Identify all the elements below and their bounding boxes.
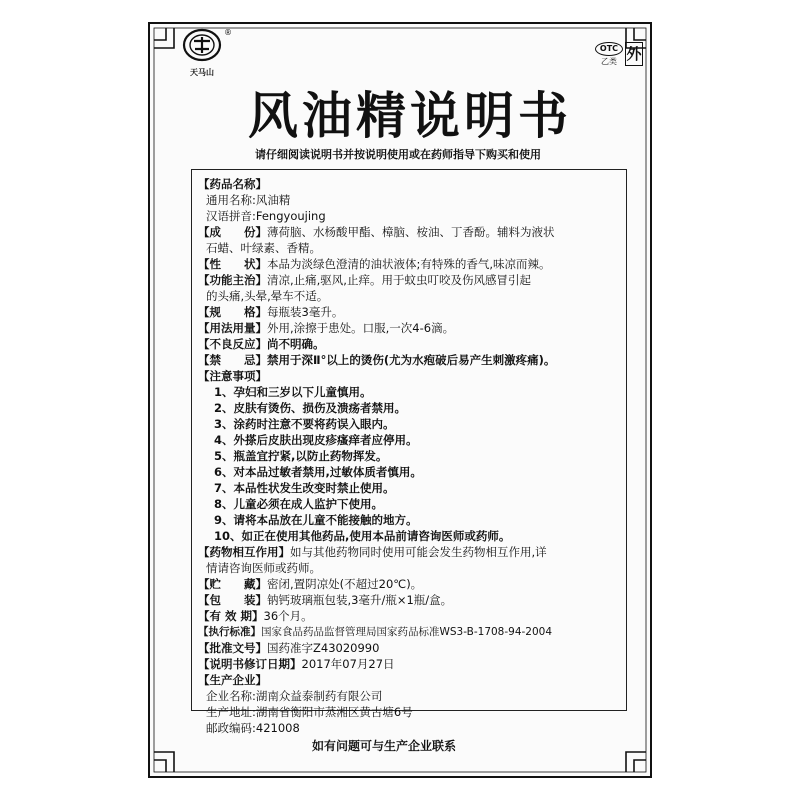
contraindications-text: 禁用于深Ⅱ°以上的烫伤(尤为水疱破后易产生刺激疼痛)。 <box>267 353 556 367</box>
postal-code-row <box>206 720 300 736</box>
external-use-tag: 外 <box>625 42 643 66</box>
indications-row <box>198 272 531 288</box>
manufacturer-address-row <box>206 704 413 720</box>
manufacturer-address-value: 湖南省衡阳市蒸湘区黄古塘6号 <box>255 705 413 719</box>
packaging-text: 钠钙玻璃瓶包装,3毫升/瓶×1瓶/盒。 <box>267 593 453 607</box>
pinyin-row <box>206 208 326 224</box>
manufacturer-name-row <box>206 688 382 704</box>
storage-text: 密闭,置阴凉处(不超过20℃)。 <box>267 577 423 591</box>
precaution-item: 10、如正在使用其他药品,使用本品前请咨询医师或药师。 <box>214 529 511 543</box>
adverse-row <box>198 336 325 352</box>
interactions-label: 【药物相互作用】 <box>198 545 290 559</box>
interactions-text-2: 情请咨询医师或药师。 <box>206 561 321 575</box>
storage-row <box>198 576 422 592</box>
drug-name-header: 【药品名称】 <box>198 177 267 191</box>
common-name-label: 通用名称: <box>206 193 256 207</box>
packaging-row <box>198 592 452 608</box>
packaging-label: 【包 装】 <box>198 593 267 607</box>
brand-logo <box>180 28 224 78</box>
spec-text: 每瓶装3毫升。 <box>267 305 344 319</box>
standard-row <box>198 624 552 640</box>
properties-text: 本品为淡绿色澄清的油状液体;有特殊的香气,味凉而辣。 <box>267 257 551 271</box>
ingredients-label: 【成 份】 <box>198 225 267 239</box>
precaution-item: 9、请将本品放在儿童不能接触的地方。 <box>214 513 418 527</box>
precaution-item: 5、瓶盖宜拧紧,以防止药物挥发。 <box>214 449 388 463</box>
precaution-item: 6、对本品过敏者禁用,过敏体质者慎用。 <box>214 465 422 479</box>
manufacturer-name-value: 湖南众益泰制药有限公司 <box>255 689 383 703</box>
properties-label: 【性 状】 <box>198 257 267 271</box>
usage-row <box>198 320 454 336</box>
postal-code-label: 邮政编码: <box>206 721 256 735</box>
brand-name: 天马山 <box>190 68 214 77</box>
adverse-label: 【不良反应】 <box>198 337 267 351</box>
interactions-text-1: 如与其他药物同时使用可能会发生药物相互作用,详 <box>290 545 547 559</box>
registered-mark: ® <box>224 28 232 37</box>
precaution-item: 4、外搽后皮肤出现皮疹瘙痒者应停用。 <box>214 433 418 447</box>
precaution-item: 1、孕妇和三岁以下儿童慎用。 <box>214 385 372 399</box>
manufacturer-header: 【生产企业】 <box>198 673 267 687</box>
manufacturer-address-label: 生产地址: <box>206 705 256 719</box>
ingredients-row <box>198 224 555 240</box>
standard-text: 国家食品药品监督管理局国家药品标准WS3-B-1708-94-2004 <box>261 626 553 638</box>
postal-code-value: 421008 <box>255 721 300 735</box>
page-title: 风油精说明书 <box>248 86 572 145</box>
precaution-item: 3、涂药时注意不要将药误入眼内。 <box>214 417 395 431</box>
manufacturer-name-label: 企业名称: <box>206 689 256 703</box>
properties-row <box>198 256 551 272</box>
contraindications-label: 【禁 忌】 <box>198 353 267 367</box>
otc-label: OTC <box>595 42 623 56</box>
precautions-header: 【注意事项】 <box>198 369 267 383</box>
validity-label: 【有 效 期】 <box>198 609 264 623</box>
approval-row <box>198 640 379 656</box>
indications-label: 【功能主治】 <box>198 273 267 287</box>
revision-label: 【说明书修订日期】 <box>198 657 302 671</box>
common-name-row <box>206 192 290 208</box>
interactions-row <box>198 544 547 560</box>
spec-row <box>198 304 343 320</box>
approval-label: 【批准文号】 <box>198 641 267 655</box>
validity-text: 36个月。 <box>263 609 313 623</box>
precaution-item: 7、本品性状发生改变时禁止使用。 <box>214 481 395 495</box>
otc-class: 乙类 <box>601 57 617 66</box>
ingredients-text-2: 石蜡、叶绿素、香精。 <box>206 241 321 255</box>
approval-text: 国药准字Z43020990 <box>267 641 380 655</box>
revision-row <box>198 656 395 672</box>
adverse-text: 尚不明确。 <box>267 337 325 351</box>
spec-label: 【规 格】 <box>198 305 267 319</box>
precaution-item: 8、儿童必须在成人监护下使用。 <box>214 497 383 511</box>
contraindications-row <box>198 352 555 368</box>
standard-label: 【执行标准】 <box>198 626 261 638</box>
brand-emblem-icon <box>182 28 222 62</box>
page-subtitle: 请仔细阅读说明书并按说明使用或在药师指导下购买和使用 <box>255 148 541 161</box>
footer-note: 如有问题可与生产企业联系 <box>312 739 457 753</box>
indications-text-1: 清凉,止痛,驱风,止痒。用于蚊虫叮咬及伤风感冒引起 <box>267 273 531 287</box>
usage-text: 外用,涂擦于患处。口服,一次4-6滴。 <box>267 321 455 335</box>
storage-label: 【贮 藏】 <box>198 577 267 591</box>
common-name-value: 风油精 <box>255 193 291 207</box>
indications-text-2: 的头痛,头晕,晕车不适。 <box>206 289 329 303</box>
validity-row <box>198 608 313 624</box>
ingredients-text-1: 薄荷脑、水杨酸甲酯、樟脑、桉油、丁香酚。辅料为液状 <box>267 225 555 239</box>
revision-text: 2017年07月27日 <box>301 657 395 671</box>
usage-label: 【用法用量】 <box>198 321 267 335</box>
precaution-item: 2、皮肤有烫伤、损伤及溃疡者禁用。 <box>214 401 406 415</box>
pinyin-value: Fengyoujing <box>255 209 326 223</box>
pinyin-label: 汉语拼音: <box>206 209 256 223</box>
